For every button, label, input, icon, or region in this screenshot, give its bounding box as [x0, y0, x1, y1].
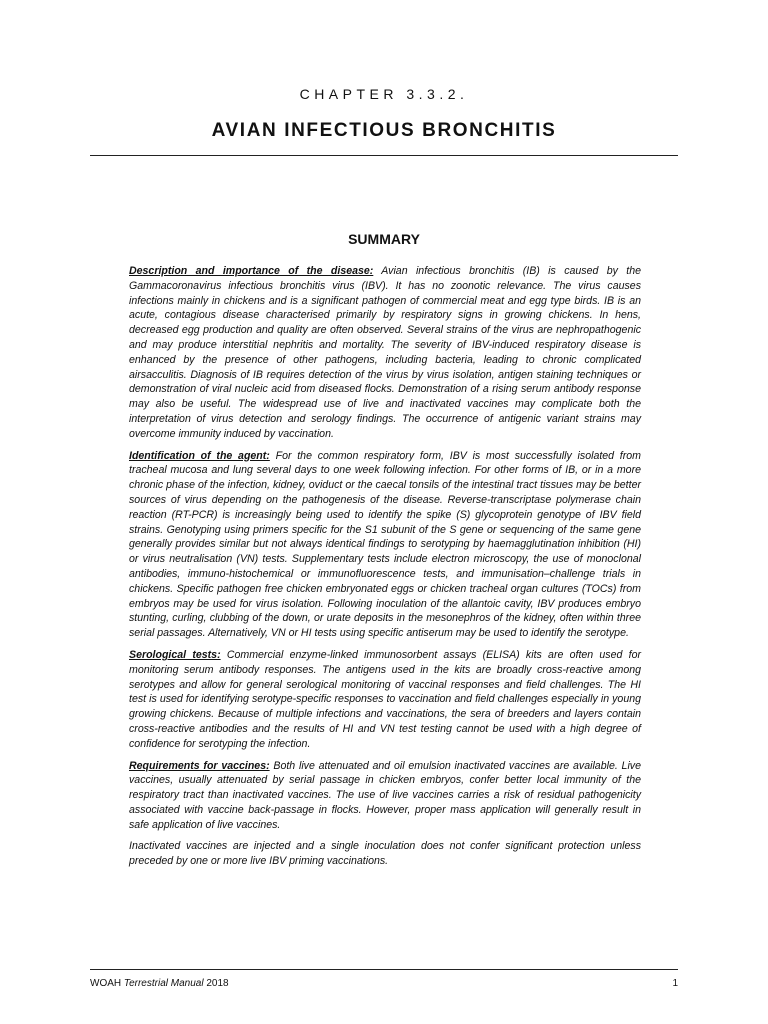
- summary-heading: SUMMARY: [348, 231, 420, 247]
- summary-paragraph-identification: [129, 449, 641, 641]
- footer-prefix: WOAH: [90, 978, 124, 989]
- paragraph-lead: Identification of the agent:: [129, 449, 270, 462]
- paragraph-text: Inactivated vaccines are injected and a single inoculation does not confer significant protection unless preceded by one or more live IBV priming vaccinations.: [129, 840, 641, 868]
- summary-body: [129, 264, 641, 876]
- footer-year: 2018: [203, 978, 229, 989]
- paragraph-text: Both live attenuated and oil emulsion inactivated vaccines are available. Live vaccines, usually attenuated by serial passage in chicken embryos, confer better local immunity of the respiratory tract than inactivated vaccines. The use of live vaccines carries a risk of residual pathogenicity associated with vaccine back-passage in flocks. However, proper mass application will generally result in safe application of live vaccines.: [129, 759, 641, 831]
- footer-manual-name: Terrestrial Manual: [123, 978, 204, 989]
- summary-paragraph-vaccines: [129, 759, 641, 833]
- header-divider: [90, 155, 678, 156]
- summary-paragraph-inactivated: [129, 839, 641, 869]
- paragraph-lead: Description and importance of the disease:: [129, 265, 374, 277]
- page-number: 1: [672, 978, 678, 989]
- paragraph-lead: Requirements for vaccines:: [129, 759, 270, 772]
- summary-paragraph-description: [129, 264, 641, 442]
- paragraph-lead: Serological tests:: [129, 648, 221, 661]
- paragraph-text: For the common respiratory form, IBV is most successfully isolated from tracheal mucosa and lung several days to one week following infection. For other forms of IB, or in a more chronic phase of the infection, kidney, oviduct or the caecal tonsils of the intestinal tract tissues may be better sources of virus depending on the pathogenesis of the disease. Reverse-transcriptase polymerase chain reaction (RT-PCR) is increasingly being used to identify the spike (S) glycoprotein genotype of IBV field strains. Genotyping using primers specific for the S1 subunit of the S gene or sequencing of the same gene generally provides similar but not always identical findings to serotyping by haemagglutination inhibition (HI) or virus neutralisation (VN) tests. Supplementary tests include electron microscopy, the use of monoclonal antibodies, immuno-histochemical or immunofluorescence tests, and immunisation–challenge trials in chickens. Specific pathogen free chicken embryonated eggs or chicken tracheal organ cultures (TOCs) from embryos may be used for virus isolation. Following inoculation of the allantoic cavity, IBV produces embryo stunting, curling, clubbing of the down, or urate deposits in the mesonephros of the kidney, often within three serial passages. Alternatively, VN or HI tests using specific antiserum may be used to identify the serotype.: [129, 449, 641, 640]
- footer-divider: [90, 969, 678, 970]
- paragraph-text: Avian infectious bronchitis (IB) is caused by the Gammacoronavirus infectious bronchitis virus (IBV). It has no zoonotic relevance. The virus causes infections mainly in chickens and is a significant pathogen of commercial meat and egg type birds. IB is an acute, contagious disease characterised primarily by respiratory signs in growing chickens. In hens, decreased egg production and quality are often observed. Several strains of the virus are nephropathogenic and may produce interstitial nephritis and mortality. The severity of IBV-induced respiratory disease is enhanced by the presence of other pathogens, including bacteria, leading to chronic complicated airsacculitis. Diagnosis of IB requires detection of the virus by virus isolation, antigen staining techniques or demonstration of viral nucleic acid from diseased flocks. Demonstration of a rising serum antibody response may also be useful. The widespread use of live and inactivated vaccines may complicate both the interpretation of virus detection and serology findings. The occurrence of antigenic variant strains may overcome immunity induced by vaccination.: [129, 265, 641, 440]
- chapter-title: AVIAN INFECTIOUS BRONCHITIS: [211, 120, 557, 141]
- chapter-number: CHAPTER 3.3.2.: [299, 86, 469, 102]
- summary-paragraph-serology: [129, 648, 641, 752]
- footer-source: [90, 978, 229, 989]
- paragraph-text: Commercial enzyme-linked immunosorbent assays (ELISA) kits are often used for monitoring serum antibody responses. The antigens used in the kits are broadly cross-reactive among serotypes and allow for general serological monitoring of vaccinal responses and field challenges. The HI test is used for identifying serotype-specific responses to vaccination and field challenges especially in young growing chickens. Because of multiple infections and vaccinations, the sera of breeders and layers contain cross-reactive antibodies and the results of HI and VN test testing cannot be used with a high degree of confidence for serotyping the infection.: [129, 648, 641, 750]
